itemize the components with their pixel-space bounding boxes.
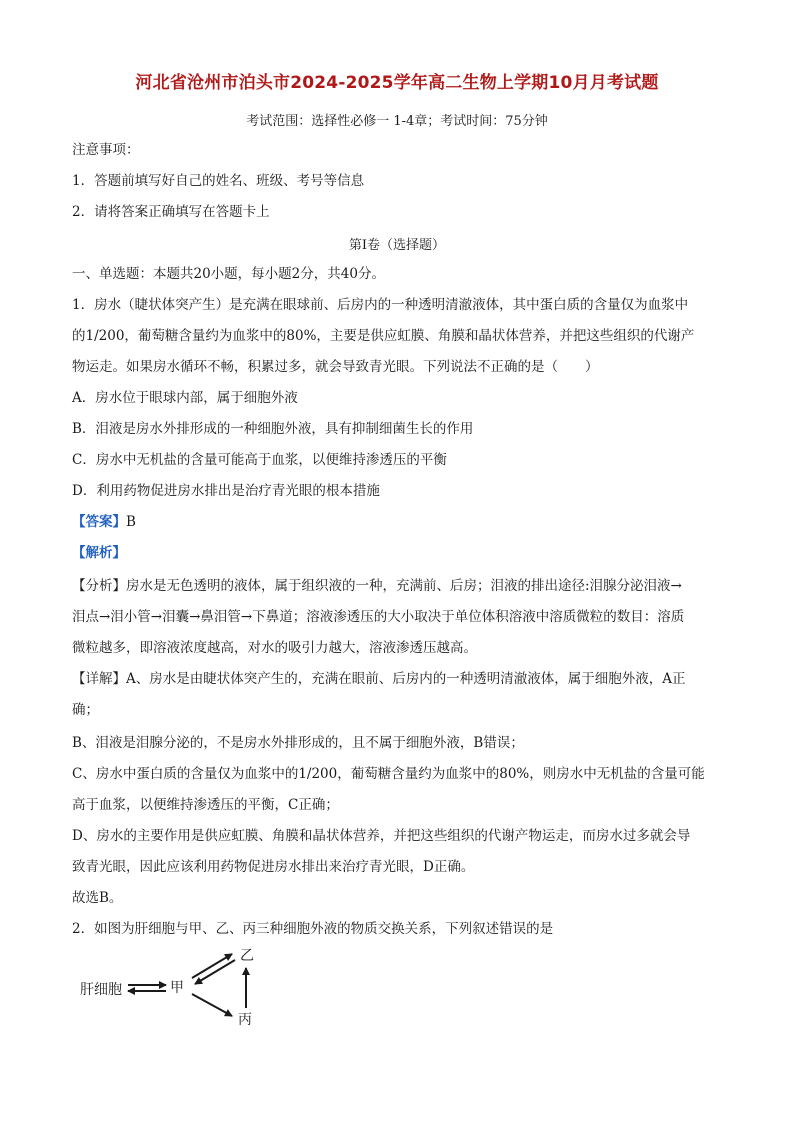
notice-item-2: 2．请将答案正确填写在答题卡上 [72, 204, 270, 220]
page-title: 河北省沧州市泊头市2024-2025学年高二生物上学期10月月考试题 [135, 73, 659, 93]
q1-option-d: D．利用药物促进房水排出是治疗青光眼的根本措施 [72, 483, 380, 499]
arrow-jia-to-bing [192, 994, 232, 1016]
q1-stem-line-2: 的1/200，葡萄糖含量约为血浆中的80%，主要是供应虹膜、角膜和晶状体营养，并把这些组织的代谢产 [72, 328, 695, 344]
q1-fenxi-line-3: 微粒越多，即溶液浓度越高，对水的吸引力越大，溶液渗透压越高。 [72, 640, 477, 656]
q1-xiangjie-line-2: 确； [72, 702, 99, 718]
q1-stem-line-1: 1．房水（睫状体突产生）是充满在眼球前、后房内的一种透明清澈液体，其中蛋白质的含量仅为血浆中 [72, 297, 689, 313]
yi-label: 乙 [240, 948, 254, 964]
q1-option-b: B．泪液是房水外排形成的一种细胞外液，具有抑制细菌生长的作用 [72, 421, 474, 437]
fenxi-label: 【分析】 [72, 578, 126, 594]
answer-value: B [126, 514, 136, 530]
answer-label: 【答案】 [72, 514, 126, 530]
notice-item-1: 1．答题前填写好自己的姓名、班级、考号等信息 [72, 173, 365, 189]
q1-option-a: A．房水位于眼球内部，属于细胞外液 [72, 390, 298, 406]
exam-scope: 考试范围：选择性必修一 1-4章；考试时间：75分钟 [246, 114, 548, 129]
liver-cell-label: 肝细胞 [80, 982, 122, 998]
section-heading: 第I卷（选择题） [348, 238, 446, 253]
q1-answer [72, 512, 720, 532]
q1-xiangjie-line-6: D、房水的主要作用是供应虹膜、角膜和晶状体营养，并把这些组织的代谢产物运走，而房水过多就会导 [72, 828, 691, 844]
q2-stem: 2．如图为肝细胞与甲、乙、丙三种细胞外液的物质交换关系，下列叙述错误的是 [72, 921, 554, 937]
q1-xiangjie-line-4: C、房水中蛋白质的含量仅为血浆中的1/200，葡萄糖含量约为血浆中的80%，则房水中无机盐的含量可能 [72, 766, 705, 782]
q1-analysis-label [72, 543, 720, 563]
analysis-label: 【解析】 [72, 545, 126, 561]
q1-xiangjie-line-7: 致青光眼，因此应该利用药物促进房水排出来治疗青光眼，D正确。 [72, 859, 475, 875]
q1-xiangjie-line-1 [72, 669, 720, 689]
fenxi-text-1: 房水是无色透明的液体，属于组织液的一种，充满前、后房；泪液的排出途径:泪腺分泌泪液→ [126, 578, 682, 594]
xiangjie-text-1: A、房水是由睫状体突产生的，充满在眼前、后房内的一种透明清澈液体，属于细胞外液，A正 [126, 671, 686, 687]
notice-heading: 注意事项： [72, 142, 140, 158]
q1-xiangjie-line-3: B、泪液是泪腺分泌的，不是房水外排形成的，且不属于细胞外液，B错误； [72, 735, 524, 751]
q1-fenxi-line-1 [72, 576, 720, 596]
q1-xiangjie-line-5: 高于血浆，以便维持渗透压的平衡，C正确； [72, 797, 339, 813]
q1-option-c: C．房水中无机盐的含量可能高于血浆，以便维持渗透压的平衡 [72, 452, 447, 468]
fluid-exchange-diagram [72, 938, 292, 1038]
bing-label: 丙 [238, 1012, 252, 1028]
q1-stem-line-3: 物运走。如果房水循环不畅，积累过多，就会导致青光眼。下列说法不正确的是（ ） [72, 359, 599, 375]
q1-fenxi-line-2: 泪点→泪小管→泪囊→鼻泪管→下鼻道；溶液渗透压的大小取决于单位体积溶液中溶质微粒的数目：溶质 [72, 609, 685, 625]
part-heading: 一、单选题：本题共20小题，每小题2分，共40分。 [72, 266, 385, 282]
jia-label: 甲 [170, 980, 184, 996]
q1-conclusion: 故选B。 [72, 890, 123, 906]
xiangjie-label: 【详解】 [72, 671, 126, 687]
